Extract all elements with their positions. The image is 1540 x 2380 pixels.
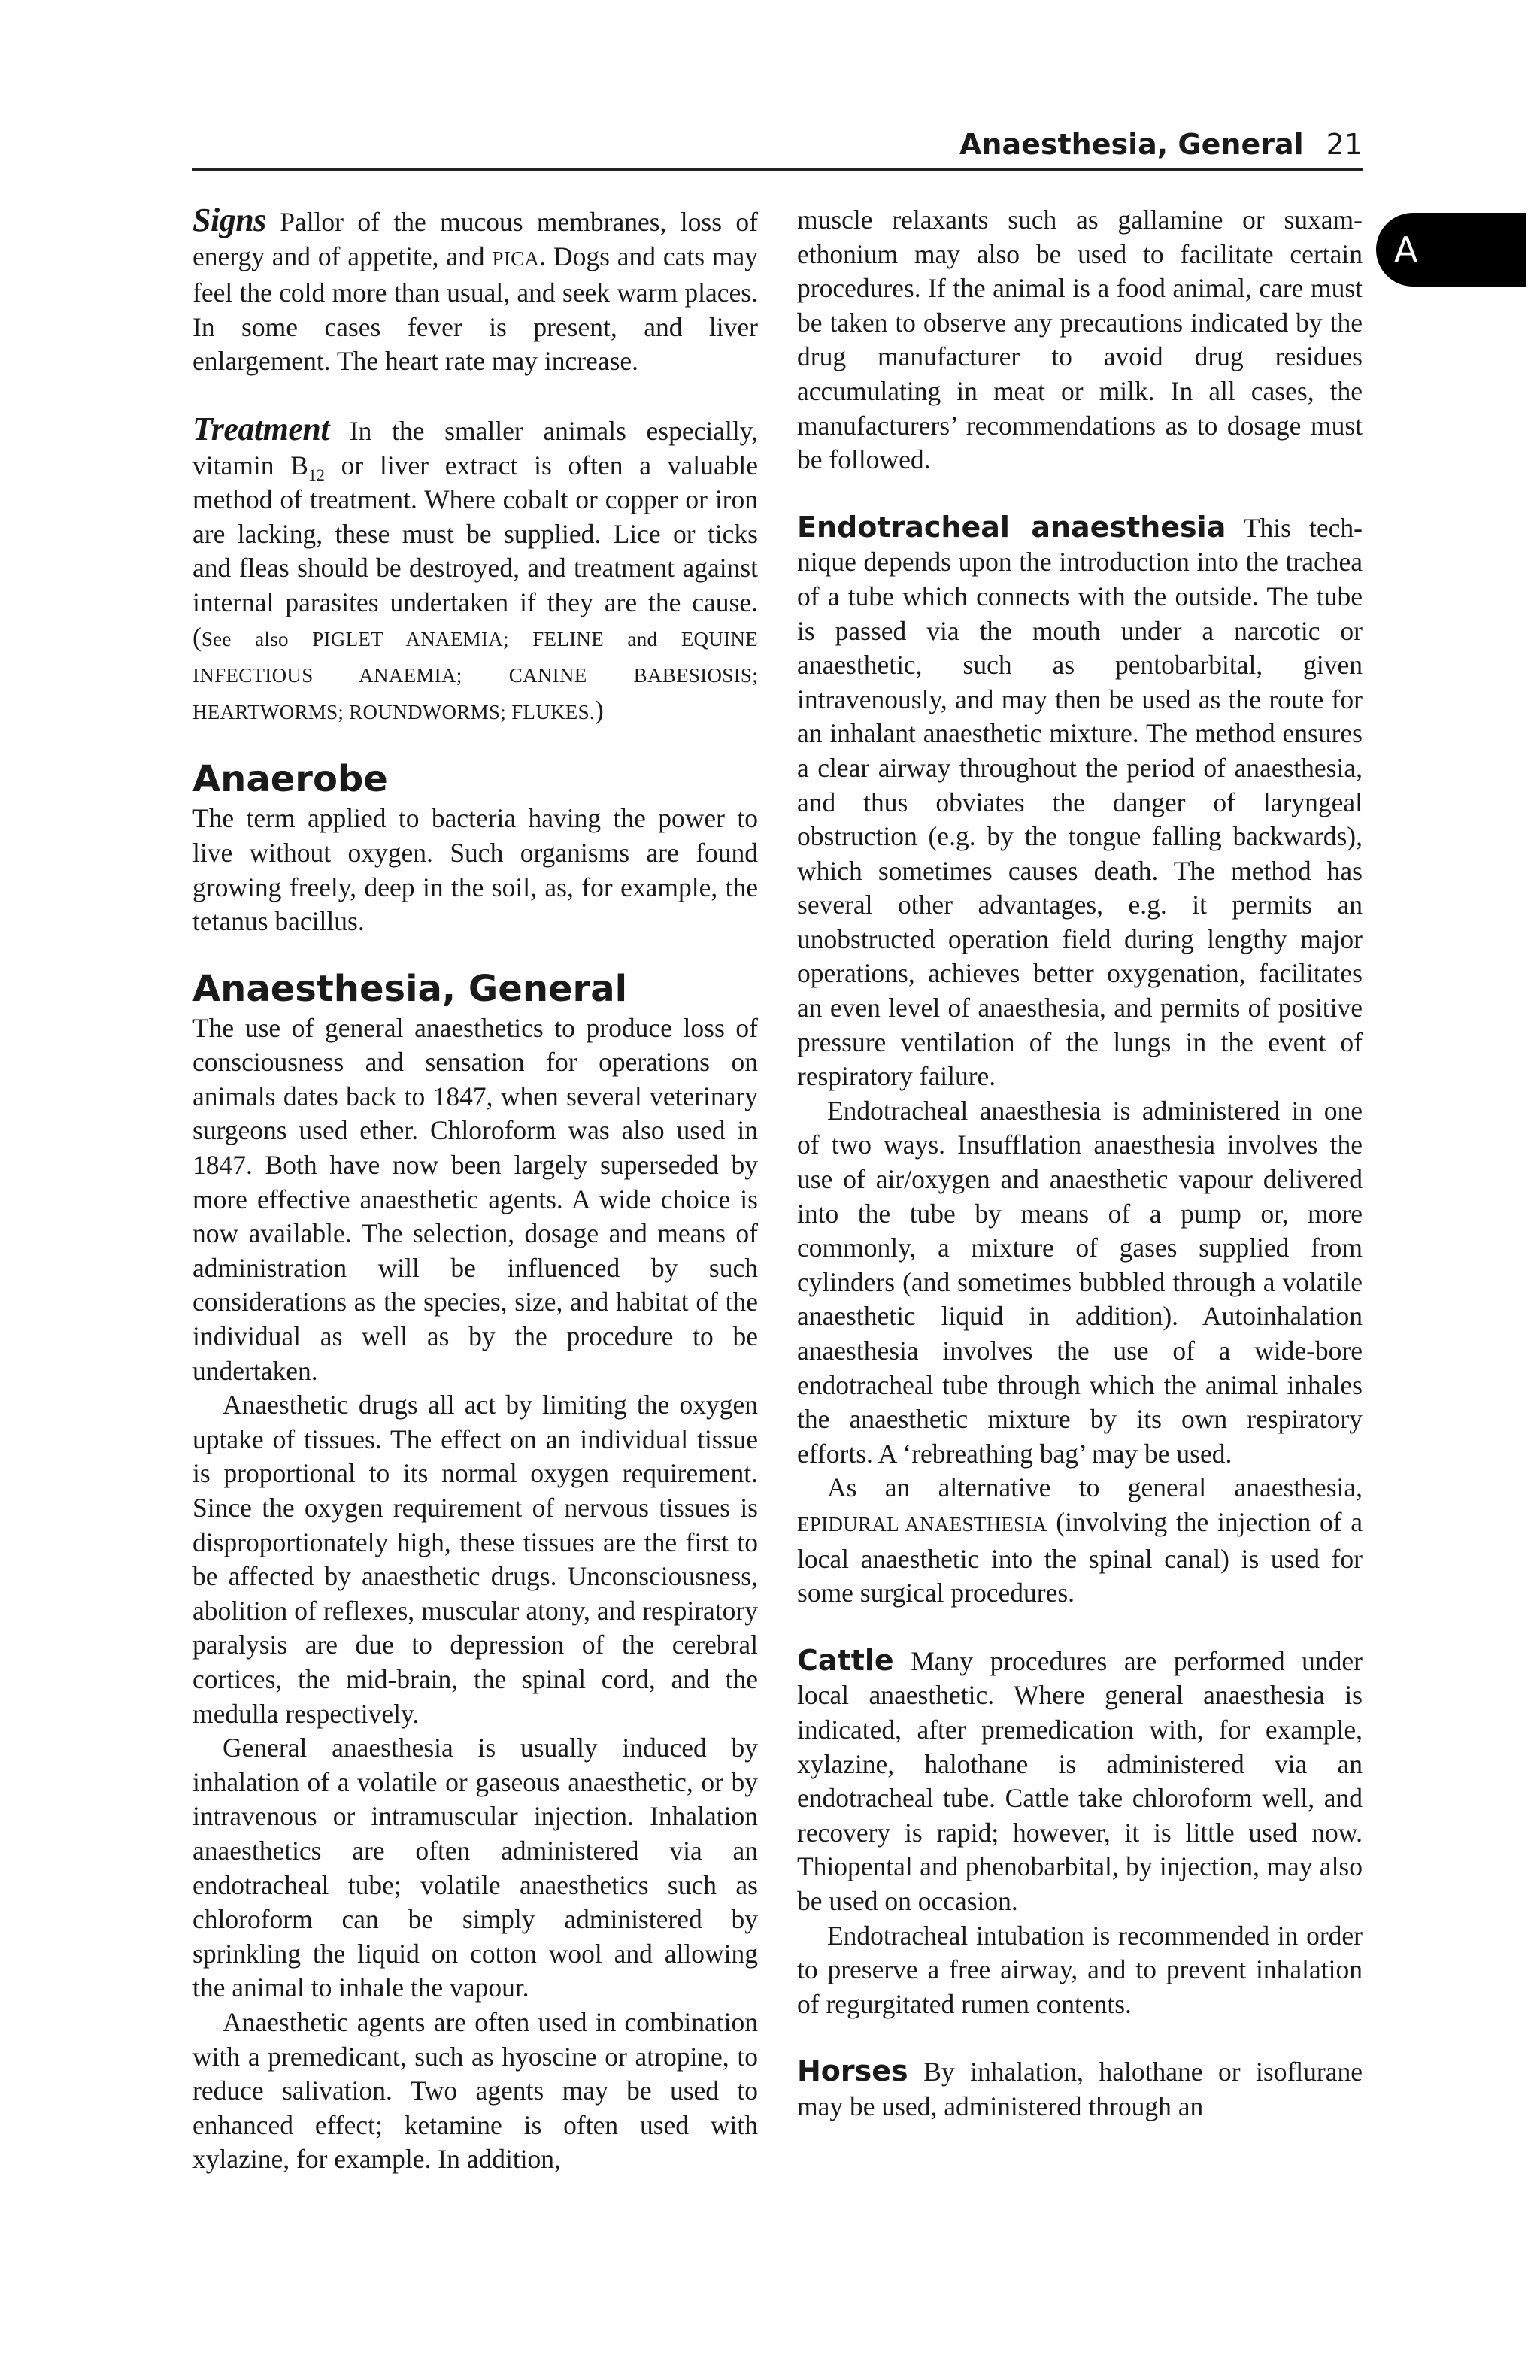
signs-text-cont: . Dogs and cats may feel the cold more than usual, and seek warm places. In some cases fever is present, and liver enlargement. The heart rate may increase. [192, 241, 758, 377]
endotracheal-text-1: This technique depends upon the introduction into the trachea of a tube which connects with the outside. The tube is passed via the mouth under a narcotic or anaesthetic, such as pentobarbital, given intravenously, and may then be used as the route for an inhalant anaesthetic mixture. The method ensures a clear airway throughout the period of anaesthesia, and thus obviates the danger of laryngeal obstruction (e.g. by the tongue falling backwards), which sometimes causes death. The method has several other advantages, e.g. it permits an unobstructed operation field during lengthy major operations, achieves better oxygenation, facilitates an even level of anaesthesia, and permits of positive pressure ventilation of the lungs in the event of respiratory failure. [797, 512, 1363, 1092]
ag-paragraph-1: The use of general anaesthetics to produce loss of consciousness and sensation for operations on animals dates back to 1847, when several veterinary surgeons used ether. Chloroform was also used in 1847. Both have now been largely superseded by more effective anaesthetic agents. A wide choice is now available. The selection, dosage and means of administration will be influenced by such considerations as the species, size, and habitat of the individual as well as by the procedure to be undertaken. [192, 1012, 758, 1386]
endotracheal-paragraph-1 [797, 511, 1363, 1094]
see-also-label: See also [201, 627, 289, 650]
page-number: 21 [1326, 128, 1363, 161]
cattle-paragraph-1 [797, 1644, 1363, 1919]
endotracheal-paragraph-2: Endotracheal anaesthesia is administered in one of two ways. Insufflation anaesthesia involves the use of air/oxygen and anaesthetic vapour delivered into the tube by means of a pump or, more commonly, a mixture of gases supplied from cylinders (and sometimes bubbled through a volatile anaesthetic liquid in addition). Autoinhalation anaesthesia involves the use of a wide-bore endotracheal tube through which the animal inhales the anaesthetic mixture by its own respiratory efforts. A ‘rebreathing bag’ may be used. [797, 1095, 1363, 1469]
vitamin-subscript: 12 [308, 465, 325, 484]
treatment-text-cont: or liver extract is often a valuable method of treatment. Where cobalt or copper or iron are lacking, these must be supplied. Lice or ticks and fleas should be destroyed, and treatment against internal parasites undertaken if they are the cause. ( [192, 450, 758, 652]
treatment-close-paren: ) [594, 694, 604, 725]
treatment-text: In the smaller animals especially, vitamin B [192, 415, 758, 481]
cattle-paragraph-2: Endotracheal intubation is recommended in order to preserve a free airway, and to prevent inhalation of regurgitated rumen contents. [797, 1920, 1363, 2019]
anaesthesia-general-heading: Anaesthesia, General [192, 967, 628, 1010]
horses-text: By inhalation, halothane or isoflurane may be used, administered through an [797, 2057, 1363, 2121]
cattle-run-in-heading: Cattle [797, 1643, 894, 1677]
left-column [192, 203, 758, 2177]
anaerobe-heading: Anaerobe [192, 758, 388, 801]
endotracheal-paragraph-3 [797, 1471, 1363, 1610]
ag-paragraph-4: Anaesthetic agents are often used in combination with a premedicant, such as hyoscine or atropine, to reduce salivation. Two agents may be used to enhanced effect; ketamine is often used with xylazine, for example. In addition, [192, 2006, 758, 2175]
endotracheal-text-3b: (involving the injection of a local anaesthetic into the spinal canal) is used for some surgical procedures. [797, 1506, 1363, 1608]
cattle-text-1: Many procedures are performed under local anaesthetic. Where general anaesthesia is indicated, after premedication with, for example, xylazine, halothane is administered via an endotracheal tube. Cattle take chloroform well, and recovery is rapid; however, it is little used now. Thiopental and phenobarbital, by injection, may also be used on occasion. [797, 1645, 1363, 1916]
right-column [797, 203, 1363, 2124]
horses-paragraph [797, 2054, 1363, 2124]
cross-reference-pica: PICA [492, 247, 540, 270]
horses-run-in-heading: Horses [797, 2054, 908, 2088]
endotracheal-text-3a: As an alternative to general anaesthesia, [827, 1472, 1363, 1503]
signs-text: Pallor of the mucous membranes, loss of energy and of appetite, and [192, 207, 759, 271]
running-head [192, 125, 1363, 171]
ag-paragraph-3: General anaesthesia is usually induced by inhalation of a volatile or gaseous anaesthetic, or by intravenous or intramuscular injection. Inhalation anaesthetics are often administered via an endotracheal tube; volatile anaesthetics such as chloroform can be simply administered by sprinkling the liquid on cotton wool and allowing the animal to inhale the vapour. [192, 1733, 758, 2003]
signs-paragraph [192, 203, 758, 379]
section-thumb-tab: A [1376, 213, 1526, 287]
endotracheal-run-in-heading: Endotracheal anaesthesia [797, 510, 1226, 544]
treatment-run-in-heading: Treatment [192, 410, 330, 447]
anaerobe-paragraph: The term applied to bacteria having the power to live without oxygen. Such organisms are found growing freely, deep in the soil, as, for example, the tetanus bacillus. [192, 803, 758, 937]
ag-paragraph-2: Anaesthetic drugs all act by limiting the oxygen uptake of tissues. The effect on an individual tissue is proportional to its normal oxygen requirement. Since the oxygen requirement of nervous tissues is disproportionately high, these tissues are the first to be affected by anaesthetic drugs. Unconsciousness, abolition of reflexes, muscular atony, and respiratory paralysis are due to depression of the cerebral cortices, the mid-brain, the spinal cord, and the medulla respectively. [192, 1390, 758, 1729]
treatment-paragraph [192, 412, 758, 729]
cross-reference-epidural: EPIDURAL ANAESTHESIA [797, 1512, 1047, 1536]
cross-references: PIGLET ANAEMIA; FELINE and EQUINE INFECTIOUS ANAEMIA; CANINE BABESIOSIS; HEARTWORMS; ROUNDWORMS; FLUKES. [192, 627, 758, 723]
signs-run-in-heading: Signs [192, 202, 266, 238]
continued-paragraph: muscle relaxants such as gallamine or suxamethonium may also be used to facilitate certain procedures. If the animal is a food animal, care must be taken to observe any precautions indicated by the drug manufacturer to avoid drug residues accumulating in meat or milk. In all cases, the manufacturers’ recommendations as to dosage must be followed. [797, 205, 1363, 475]
running-head-title: Anaesthesia, General [959, 128, 1304, 161]
